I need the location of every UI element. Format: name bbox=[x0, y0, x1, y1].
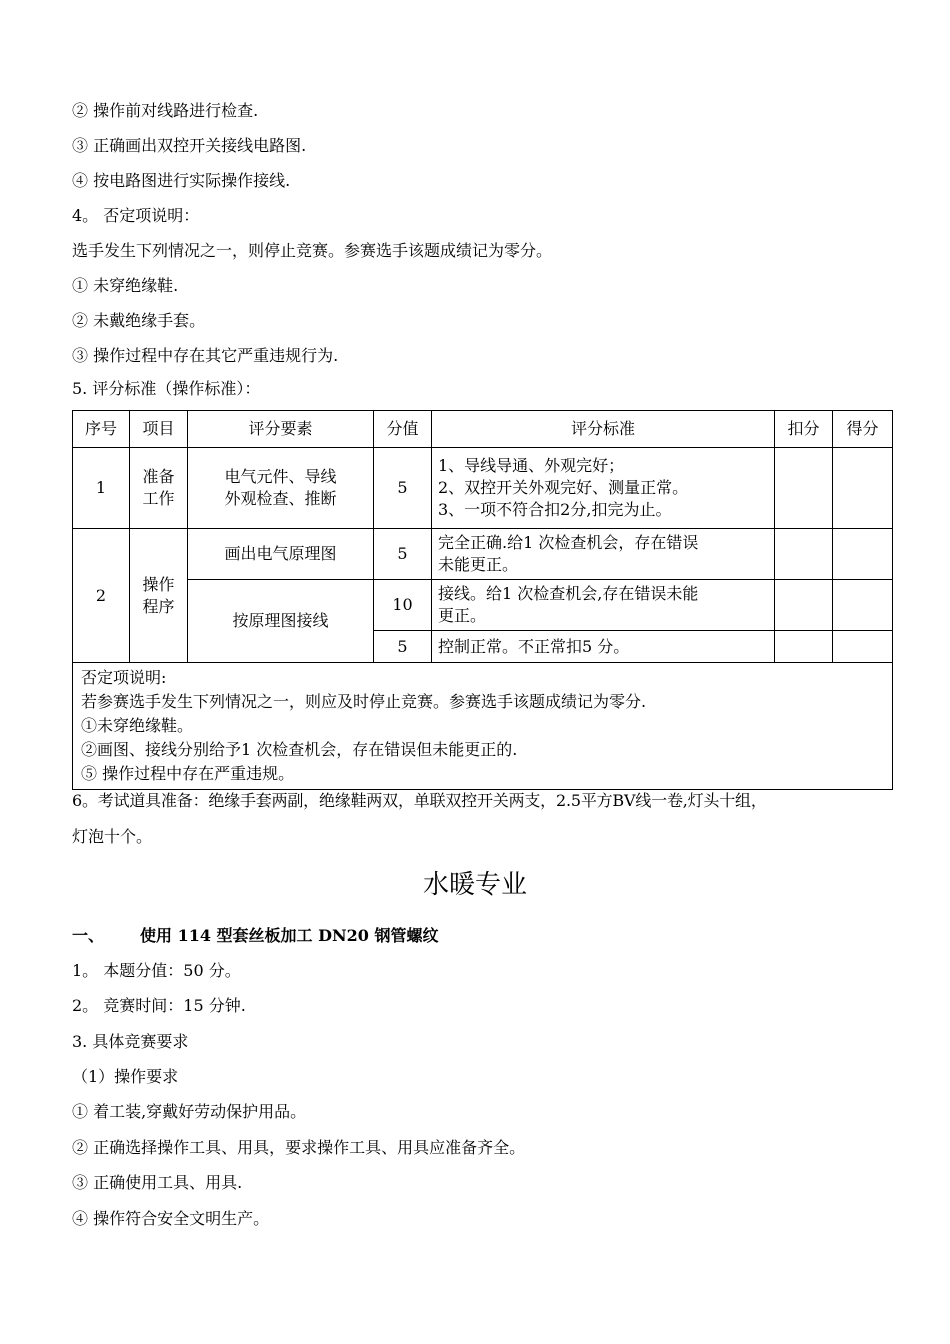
detail-line: ④ 操作符合安全文明生产。 bbox=[72, 1209, 270, 1228]
criteria-cell bbox=[432, 529, 775, 580]
score-cell: 5 bbox=[374, 631, 432, 663]
item-text: 操作 bbox=[142, 574, 175, 594]
note-line: ②画图、接线分别给予1 次检查机会，存在错误但未能更正的. bbox=[81, 740, 518, 759]
header-cell: 得分 bbox=[833, 411, 893, 448]
points-cell bbox=[833, 529, 893, 580]
criteria-text: 完全正确.给1 次检查机会，存在错误 bbox=[438, 533, 699, 552]
deduction-cell bbox=[775, 448, 833, 529]
intro-line: 5. 评分标准（操作标准）： bbox=[72, 379, 261, 398]
criteria-cell bbox=[432, 580, 775, 631]
note-cell bbox=[73, 663, 893, 790]
item-text: 工作 bbox=[142, 489, 175, 508]
header-cell: 评分要素 bbox=[188, 411, 374, 448]
detail-line: ③ 正确使用工具、用具. bbox=[72, 1173, 243, 1192]
intro-line: ② 操作前对线路进行检查. bbox=[72, 101, 259, 120]
element-cell: 按原理图接线 bbox=[188, 580, 374, 663]
intro-line: 选手发生下列情况之一，则停止竞赛。参赛选手该题成绩记为零分。 bbox=[72, 241, 553, 260]
points-cell bbox=[833, 448, 893, 529]
score-cell: 5 bbox=[374, 529, 432, 580]
intro-line: 4。 否定项说明： bbox=[72, 206, 200, 225]
intro-line: ③ 正确画出双控开关接线电路图. bbox=[72, 136, 307, 155]
row-number: 2 bbox=[73, 529, 130, 663]
criteria-cell: 控制正常。不正常扣5 分。 bbox=[432, 631, 775, 663]
tools-line: 灯泡十个。 bbox=[72, 827, 153, 846]
question-heading bbox=[72, 924, 438, 948]
item-text: 程序 bbox=[142, 596, 175, 616]
intro-line: ② 未戴绝缘手套。 bbox=[72, 311, 206, 330]
header-cell: 项目 bbox=[130, 411, 188, 448]
criteria-text: 更正。 bbox=[438, 606, 487, 625]
table-row bbox=[73, 448, 893, 529]
criteria-cell bbox=[432, 448, 775, 529]
table-note-row bbox=[73, 663, 893, 790]
element-cell bbox=[188, 448, 374, 529]
question-text: 使用 114 型套丝板加工 DN20 钢管螺纹 bbox=[140, 926, 439, 945]
scoring-table bbox=[72, 410, 893, 790]
note-line: ①未穿绝缘鞋。 bbox=[81, 716, 194, 735]
item-cell bbox=[130, 448, 188, 529]
detail-line: 2。 竞赛时间：15 分钟. bbox=[72, 996, 246, 1015]
section-title: 水暖专业 bbox=[422, 870, 527, 900]
detail-line: ① 着工装,穿戴好劳动保护用品。 bbox=[72, 1102, 307, 1121]
note-line: ⑤ 操作过程中存在严重违规。 bbox=[81, 764, 295, 783]
criteria-text: 未能更正。 bbox=[438, 555, 519, 574]
detail-line: 1。 本题分值：50 分。 bbox=[72, 961, 241, 980]
intro-line: ④ 按电路图进行实际操作接线. bbox=[72, 171, 291, 190]
criteria-text: 3、一项不符合扣2分,扣完为止。 bbox=[438, 500, 672, 519]
criteria-text: 接线。给1 次检查机会,存在错误未能 bbox=[438, 584, 699, 603]
note-line: 若参赛选手发生下列情况之一，则应及时停止竞赛。参赛选手该题成绩记为零分. bbox=[81, 692, 647, 711]
points-cell bbox=[833, 580, 893, 631]
table-row bbox=[73, 580, 893, 631]
score-cell: 5 bbox=[374, 448, 432, 529]
header-cell: 序号 bbox=[73, 411, 130, 448]
points-cell bbox=[833, 631, 893, 663]
deduction-cell bbox=[775, 529, 833, 580]
deduction-cell bbox=[775, 580, 833, 631]
element-text: 电气元件、导线 bbox=[224, 467, 337, 486]
detail-line: ② 正确选择操作工具、用具，要求操作工具、用具应准备齐全。 bbox=[72, 1138, 526, 1157]
header-cell: 评分标准 bbox=[432, 411, 775, 448]
table-row bbox=[73, 529, 893, 580]
detail-line: （1）操作要求 bbox=[72, 1067, 179, 1086]
deduction-cell bbox=[775, 631, 833, 663]
table-header-row bbox=[73, 411, 893, 448]
header-cell: 分值 bbox=[374, 411, 432, 448]
row-number: 1 bbox=[73, 448, 130, 529]
header-cell: 扣分 bbox=[775, 411, 833, 448]
criteria-text: 1、导线导通、外观完好； bbox=[438, 456, 625, 475]
item-cell bbox=[130, 529, 188, 663]
tools-line: 6。考试道具准备：绝缘手套两副，绝缘鞋两双，单联双控开关两支，2.5平方BV线一卷,灯头十组， bbox=[72, 791, 767, 810]
intro-line: ③ 操作过程中存在其它严重违规行为. bbox=[72, 346, 339, 365]
detail-line: 3. 具体竞赛要求 bbox=[72, 1032, 189, 1051]
note-line: 否定项说明: bbox=[81, 668, 167, 687]
criteria-text: 2、双控开关外观完好、测量正常。 bbox=[438, 478, 689, 497]
element-cell: 画出电气原理图 bbox=[188, 529, 374, 580]
intro-line: ① 未穿绝缘鞋. bbox=[72, 276, 179, 295]
score-cell: 10 bbox=[374, 580, 432, 631]
question-number: 一、 bbox=[72, 926, 105, 945]
item-text: 准备 bbox=[142, 467, 175, 486]
element-text: 外观检查、推断 bbox=[224, 489, 337, 508]
